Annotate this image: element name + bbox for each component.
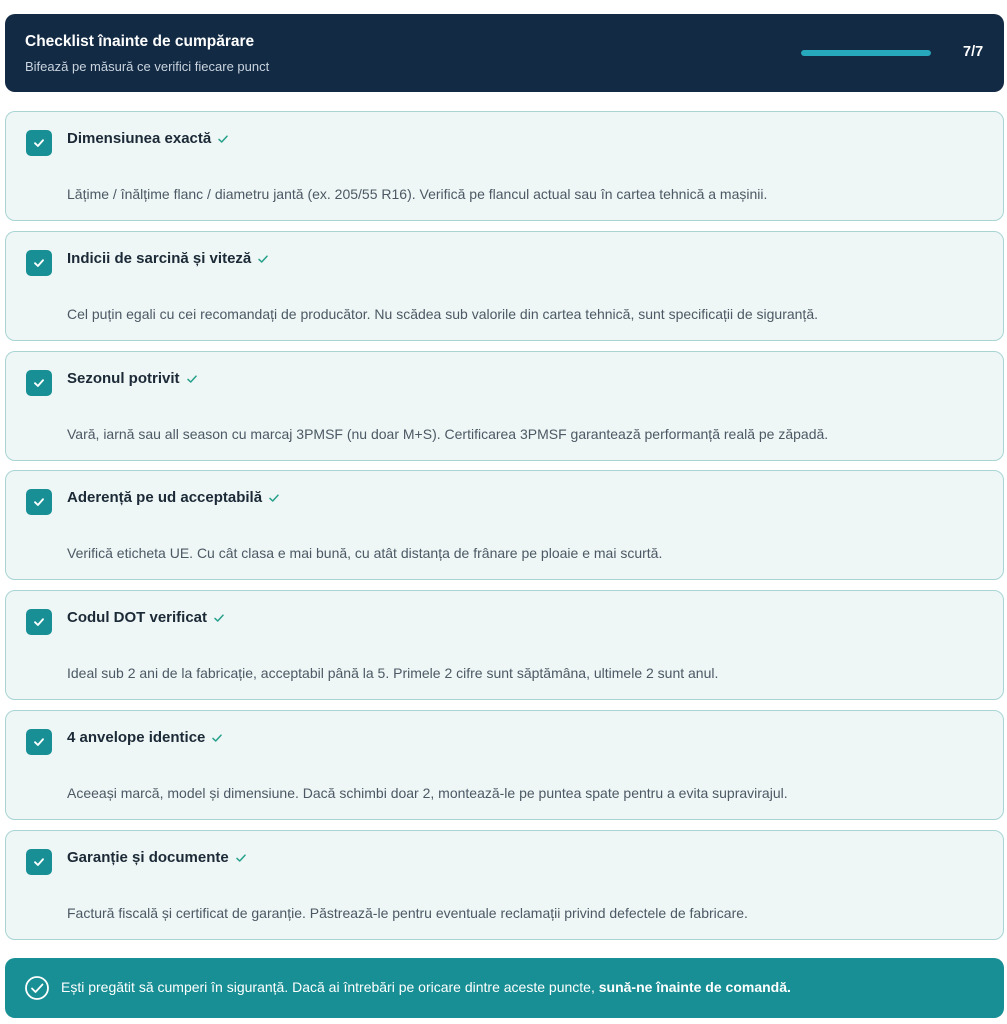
- checkmark-icon: [32, 136, 46, 150]
- checklist-item-title-text: 4 anvelope identice: [67, 729, 206, 746]
- checkmark-icon: [32, 615, 46, 629]
- header-title: Checklist înainte de cumpărare: [25, 33, 255, 50]
- checklist-item-title: [67, 729, 223, 746]
- checklist-item-title: [67, 370, 198, 387]
- progress-bar-fill: [801, 50, 931, 56]
- checklist-item: [5, 590, 1004, 700]
- done-check-icon: [235, 852, 247, 864]
- checklist-item-description: Cel puțin egali cu cei recomandați de producător. Nu scădea sub valorile din cartea tehnică, sunt specificații de siguranță.: [67, 306, 818, 322]
- checklist-item-description: Lățime / înălțime flanc / diametru jantă (ex. 205/55 R16). Verifică pe flancul actual sau în cartea tehnică a mașinii.: [67, 186, 768, 202]
- checklist-item-title: [67, 130, 229, 147]
- checklist-item-title-text: Indicii de sarcină și viteză: [67, 250, 252, 267]
- progress-bar: [801, 50, 931, 56]
- checklist-item-description: Verifică eticheta UE. Cu cât clasa e mai bună, cu atât distanța de frânare pe ploaie e mai scurtă.: [67, 545, 663, 561]
- ready-banner: [5, 958, 1004, 1018]
- checklist-header: [5, 14, 1004, 92]
- checkmark-icon: [32, 256, 46, 270]
- checkbox[interactable]: [26, 370, 52, 396]
- done-check-icon: [257, 253, 269, 265]
- progress-count: 7/7: [963, 44, 984, 60]
- checklist-item: [5, 351, 1004, 461]
- checklist-item-title: [67, 609, 225, 626]
- checklist-item-description: Aceeași marcă, model și dimensiune. Dacă schimbi doar 2, montează-le pe puntea spate pentru a evita supravirajul.: [67, 785, 788, 801]
- checkbox[interactable]: [26, 489, 52, 515]
- checkmark-icon: [32, 735, 46, 749]
- check-circle-icon: [24, 975, 50, 1001]
- checklist-item: [5, 231, 1004, 341]
- checklist-item-title: [67, 250, 269, 267]
- checkmark-icon: [32, 855, 46, 869]
- checklist-item-description: Factură fiscală și certificat de garanție. Păstrează-le pentru eventuale reclamații privind defectele de fabricare.: [67, 905, 748, 921]
- checkbox[interactable]: [26, 609, 52, 635]
- checklist-item-title-text: Aderență pe ud acceptabilă: [67, 489, 263, 506]
- checklist-item-title: [67, 849, 247, 866]
- header-subtitle: Bifează pe măsură ce verifici fiecare punct: [25, 59, 270, 74]
- checklist-item: [5, 470, 1004, 580]
- checklist-item: [5, 830, 1004, 940]
- done-check-icon: [211, 732, 223, 744]
- done-check-icon: [268, 492, 280, 504]
- checklist-item-title-text: Dimensiunea exactă: [67, 130, 212, 147]
- checklist-item-title-text: Garanție și documente: [67, 849, 229, 866]
- checklist-item: [5, 111, 1004, 221]
- done-check-icon: [213, 612, 225, 624]
- checkmark-icon: [32, 376, 46, 390]
- ready-banner-text: [61, 979, 791, 995]
- checklist-item-title: [67, 489, 280, 506]
- checklist-item: [5, 710, 1004, 820]
- ready-banner-message: Ești pregătit să cumperi în siguranță. Dacă ai întrebări pe oricare dintre aceste puncte,: [61, 979, 599, 995]
- checkbox[interactable]: [26, 130, 52, 156]
- call-us-cta: sună-ne înainte de comandă.: [598, 979, 791, 995]
- done-check-icon: [217, 133, 229, 145]
- checkmark-icon: [32, 495, 46, 509]
- checkbox[interactable]: [26, 250, 52, 276]
- done-check-icon: [186, 373, 198, 385]
- checklist-item-title-text: Codul DOT verificat: [67, 609, 208, 626]
- checklist-item-title-text: Sezonul potrivit: [67, 370, 180, 387]
- checklist-item-description: Vară, iarnă sau all season cu marcaj 3PMSF (nu doar M+S). Certificarea 3PMSF garantează performanță reală pe zăpadă.: [67, 426, 829, 442]
- checkbox[interactable]: [26, 849, 52, 875]
- checklist-item-description: Ideal sub 2 ani de la fabricație, acceptabil până la 5. Primele 2 cifre sunt săptămâna, ultimele 2 sunt anul.: [67, 665, 719, 681]
- checkbox[interactable]: [26, 729, 52, 755]
